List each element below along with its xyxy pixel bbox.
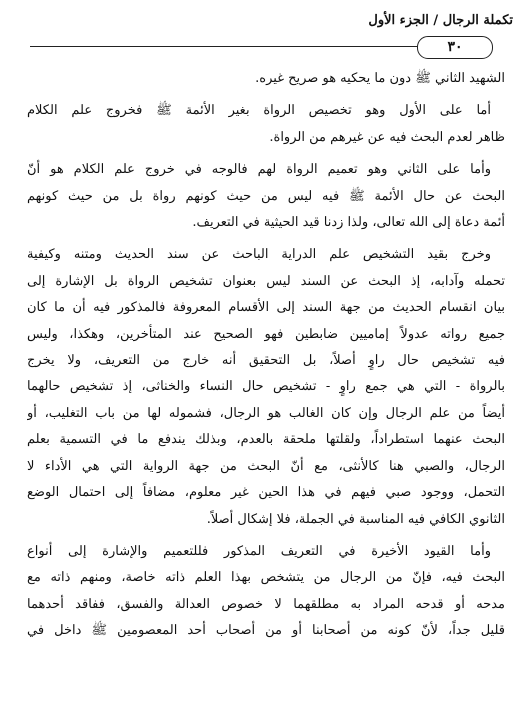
text-line: بيان انقسام الحديث من جهة السند إلى الأقسام المعروفة فالمذكور فيه أن ما كان: [27, 300, 505, 316]
text-line: ظاهر لعدم البحث فيه عن غيرهم من الرواة.: [269, 129, 505, 145]
paragraph: [27, 242, 505, 532]
text-line: الشهيد الثاني ﷺ دون ما يحكيه هو صريح غيره.: [255, 71, 505, 86]
text-line: أئمة دعاة إلى الله تعالى، ولذا زدنا قيد الحيثية في التعريف.: [192, 215, 505, 231]
text-line: وأما القيود الأخيرة في التعريف المذكور فللتعميم والإشارة إلى أنواع: [27, 543, 491, 559]
text-line: البحث عن حال الأئمة ﷺ فيه ليس من حيث كونهم رواة بل من حيث كونهم: [27, 188, 505, 204]
text-line: مدحه أو قدحه المراد به مطلقهما لا خصوص العدالة والفسق، ففاقد أحدهما: [27, 596, 505, 612]
text-line: تحمله وآدابه، إذ البحث عن السند ليس بعنوان تشخيص الرواة بل الإشارة إلى: [27, 273, 505, 289]
text-line: البحث فيه، فإنّ من الرجال من يتشخص بهذا العلم ذاته خاصة، ومنهم ذاته مع: [27, 570, 505, 586]
text-line: التحمل، ووجود صبي فيهم في هذا الحين غير معلوم، مضافاً إلى احتمال الوضع: [27, 485, 505, 501]
text-line: وخرج بقيد التشخيص علم الدراية الباحث عن سند الحديث ومتنه وكيفية: [27, 247, 491, 263]
page-number: ٣٠: [417, 36, 493, 59]
paragraph: [27, 157, 505, 236]
page-body: [27, 66, 505, 651]
header-rule: [30, 46, 428, 47]
text-line: أما على الأول وهو تخصيص الرواة بغير الأئمة ﷺ فخروج علم الكلام: [27, 103, 491, 119]
text-line: أيضاً من علم الرجال وإن كان الغالب هو الرجال، فشموله لها من باب التغليب، أو: [27, 405, 505, 421]
text-line: الرجال، والصبي هنا كالأنثى، مع أنّ البحث من جهة الرواية التي هي الأداء لا: [27, 458, 505, 474]
text-line: بالرواة - التي هي جمع راوٍ - تشخيص حال النساء والخناثى، إذ تشخيص حالهما: [27, 379, 505, 395]
running-header: تكملة الرجال / الجزء الأول: [368, 13, 513, 28]
text-line: الثانوي الكافي فيه المناسبة في الجملة، فلا إشكال أصلاً.: [206, 511, 505, 527]
text-line: فيه تشخيص حال راوٍ أصلاً، بل التحقيق أنه خارج من التعريف، ولا يخرج: [27, 353, 505, 369]
paragraph: [27, 539, 505, 645]
paragraph: [27, 98, 505, 151]
text-line: وأما على الثاني وهو تعميم الرواة لهم فالوجه في خروج علم الكلام هو أنّ: [27, 162, 491, 178]
text-line: قليل جداً، لأنّ كونه من أصحابنا أو من أصحاب أحد المعصومين ﷺ داخل في: [27, 623, 505, 639]
paragraph: [27, 66, 505, 92]
text-line: جميع رواته عدولاً إماميين ضابطين فهو الصحيح عند المتأخرين، وهكذا، وليس: [27, 326, 505, 342]
text-line: البحث عنهما استطراداً، ولقلتها ملحقة بالعدم، وبذلك يندفع ما في التسمية بعلم: [27, 432, 505, 448]
